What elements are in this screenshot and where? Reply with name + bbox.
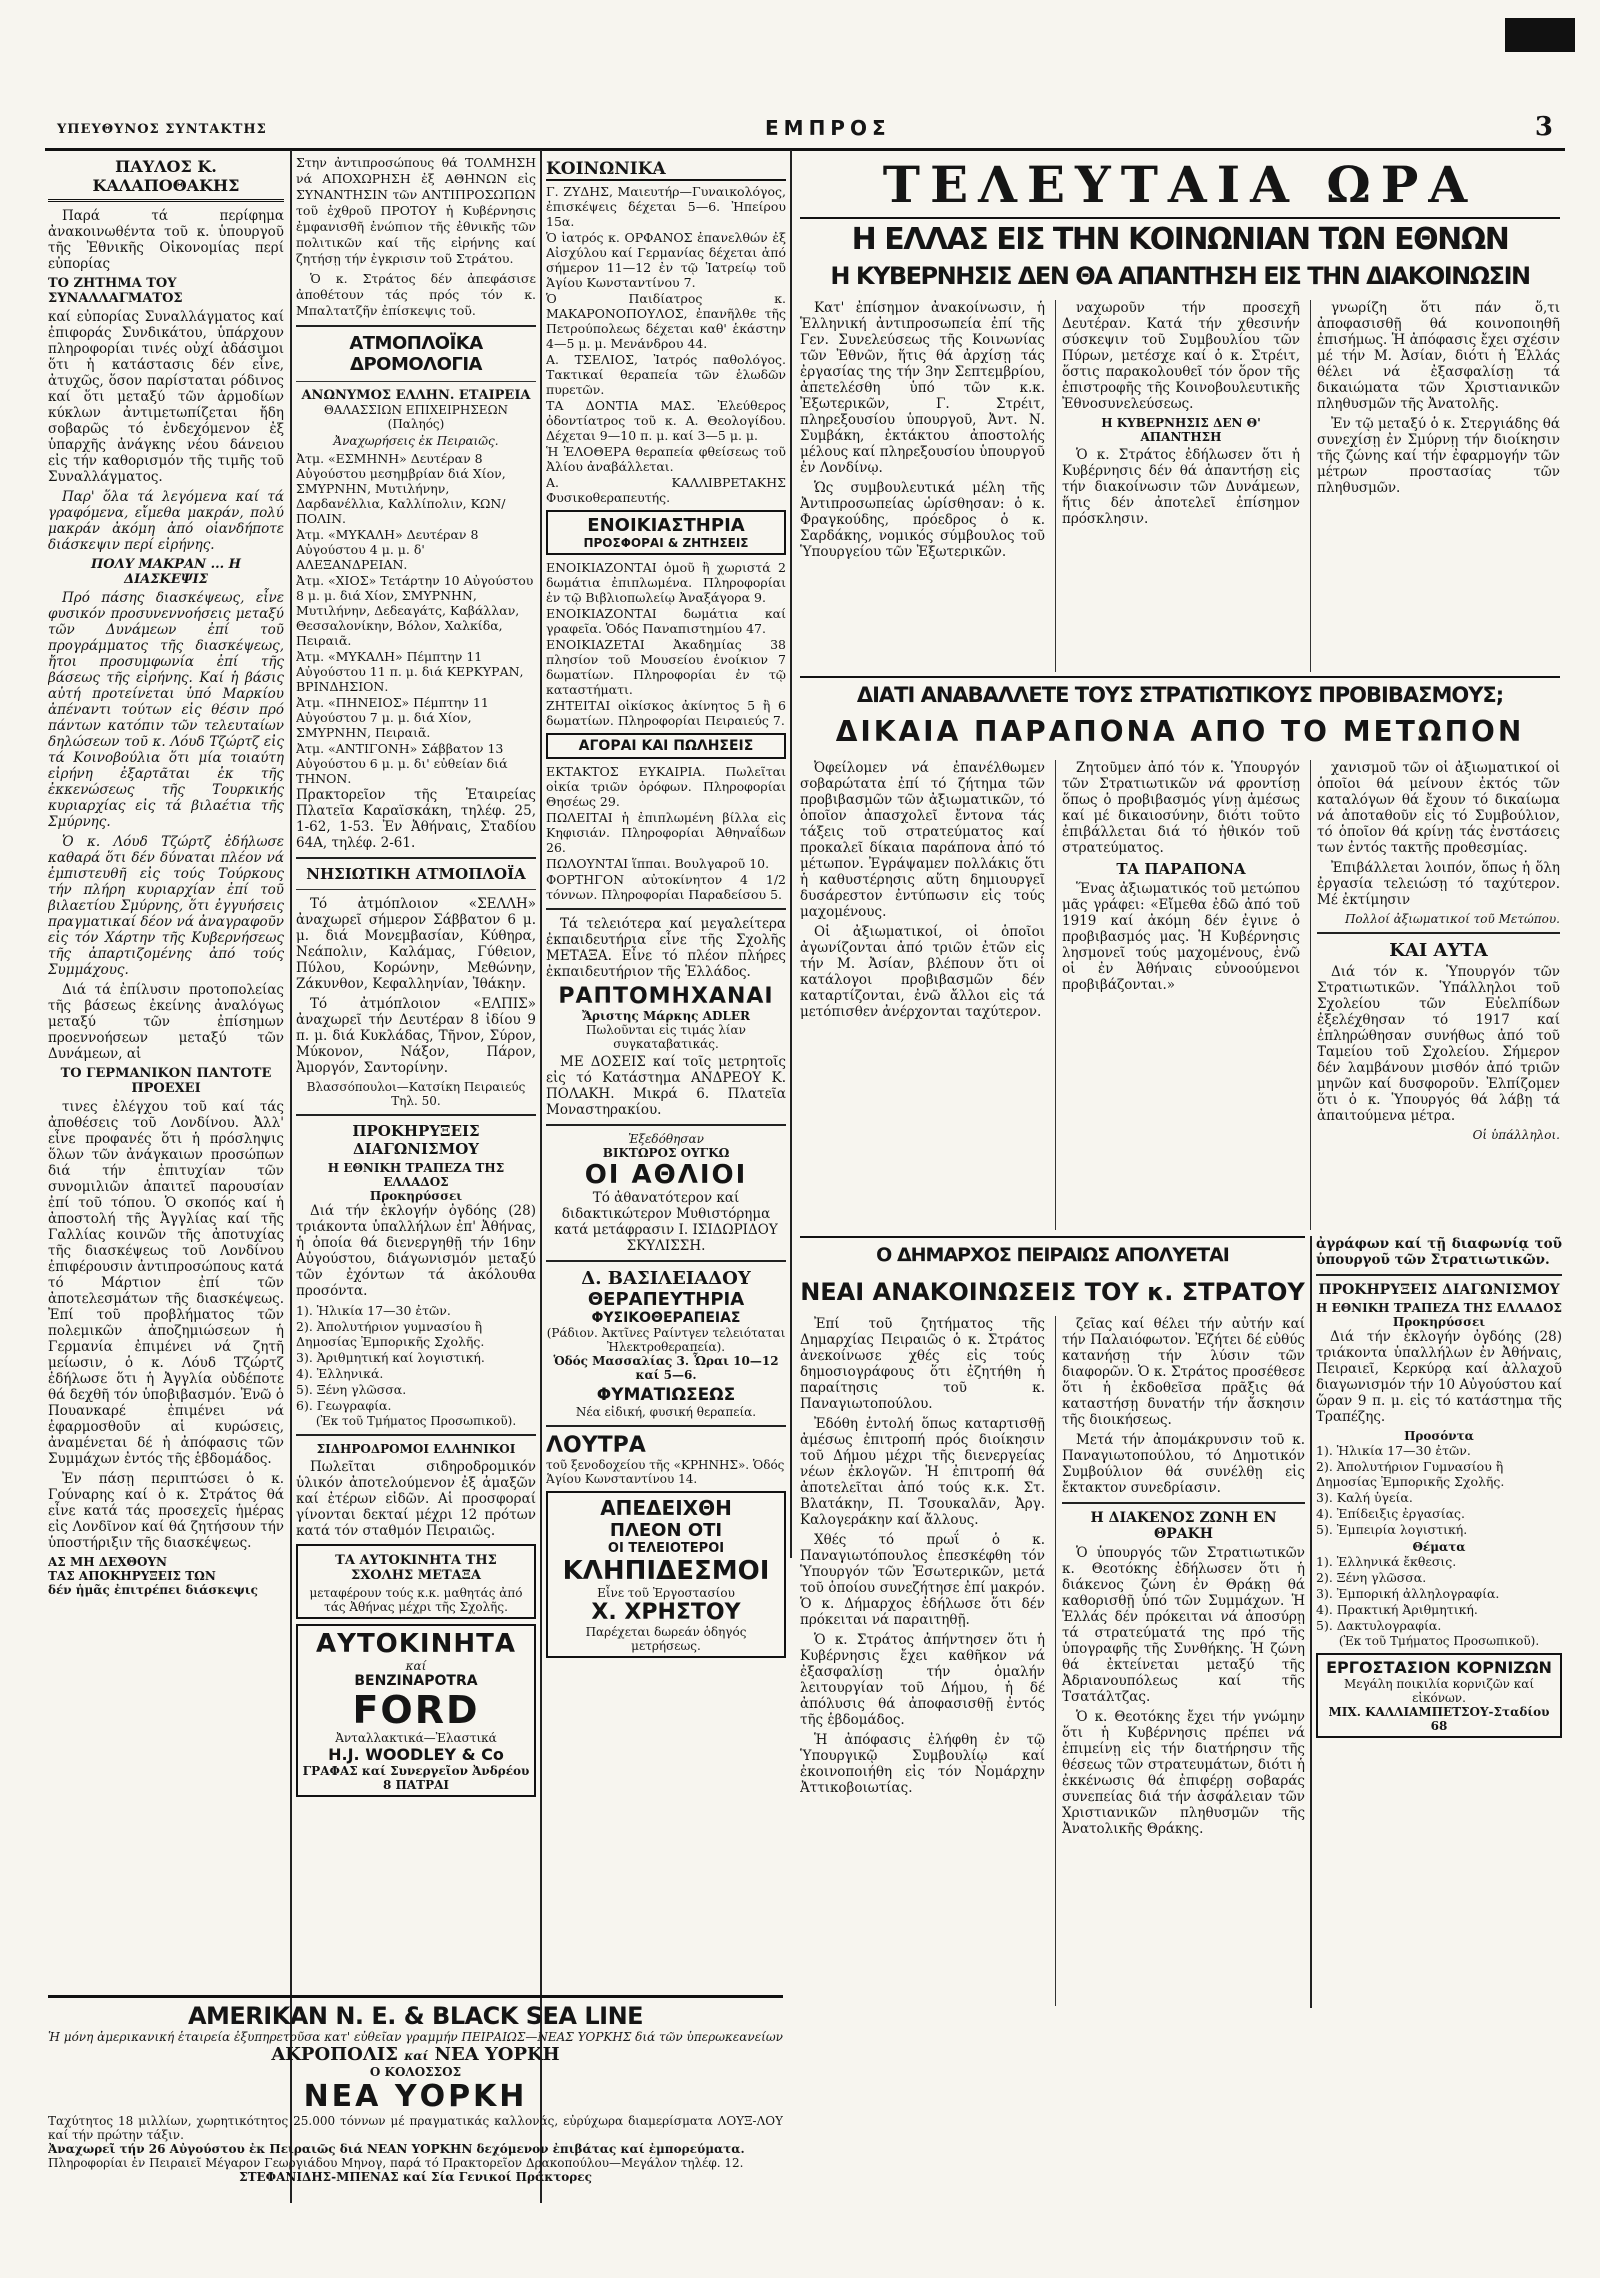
bank-name: Η ΕΘΝΙΚΗ ΤΡΑΠΕΖΑ ΤΗΣ ΕΛΛΑΔΟΣ (1316, 1301, 1562, 1315)
market-title: ΑΓΟΡΑΙ ΚΑΙ ΠΩΛΗΣΕΙΣ (578, 738, 754, 754)
rentals-list (546, 560, 786, 728)
book-title: ΟΙ ΑΘΛΙΟΙ (584, 1160, 748, 1190)
ships-and: καί (404, 2049, 429, 2063)
ford-title: ΑΥΤΟΚΙΝΗΤΑ (316, 1629, 516, 1659)
ford-sub: BENZINAPOTRA (354, 1673, 478, 1689)
school-cars-title: ΤΑ ΑΥΤΟΚΙΝΗΤΑ ΤΗΣ ΣΧΟΛΗΣ ΜΕΤΑΞΑ (335, 1553, 497, 1583)
social-item: Ὁ ἰατρός κ. ΟΡΦΑΝΟΣ ἐπανελθών ἐξ Αἰσχύλου καί Γερμανίας δέχεται ἀπό σήμερον 11—12 ἐν τῷ Ἱατρείῳ τοῦ Ἁγίου Κωνσταντίνου 7. (546, 230, 786, 290)
american-line-agent: ΣΤΕΦΑΝΙΔΗΣ-ΜΠΕΝΑΣ καί Σία Γενικοί Πράκτορες (239, 2170, 592, 2184)
column-3 (546, 155, 786, 1988)
piraeus-col-a (800, 1316, 1045, 2006)
american-line-text: Ταχύτητος 18 μιλλίων, χωρητικότητος 25.000 τόννων μέ πραγματικάς καλλονάς, εὐρύχωρα διαμερίσματα ΛΟΥΞ-ΛΟΥ καί τήν πρώτην τάξιν. (48, 2114, 783, 2142)
piraeus-col-b (1055, 1316, 1305, 2006)
paragraph: Ἡ ἀπόφασις ἐλήφθη ἐν τῷ Ὑπουργικῷ Συμβουλίῳ καί ἐκοινοποιήθη εἰς τόν Νομάρχην Ἀττικοβοιωτίας. (800, 1732, 1045, 1796)
right-top-columns (800, 300, 1560, 672)
paragraph: Πωλεῖται σιδηροδρομικόν ὑλικόν ἀποτελούμενον ἐξ ἁμαξῶν καί ἐτέρων εἰδῶν. Αἱ προσφοραί γίνονται δεκταί μέχρι 12 πρότων κατά τόν σταθμόν Πειραιῶς. (296, 1459, 536, 1539)
ford-line: Ἀνταλλακτικά—Ἐλαστικά (335, 1731, 497, 1745)
requirement-item: 4). Ἑλληνικά. (296, 1366, 384, 1381)
signature: Οἱ ὑπάλληλοι. (1472, 1128, 1560, 1142)
bank-footer: (Ἐκ τοῦ Τμήματος Προσωπικοῦ). (315, 1414, 517, 1428)
subheading: Η ΚΥΒΕΡΝΗΣΙΣ ΔΕΝ Θ' ΑΠΑΝΤΗΣΗ (1101, 416, 1261, 444)
divider (1316, 1274, 1562, 1276)
paragraph: Ὁ κ. Θεοτόκης ἔχει τήν γνώμην ὅτι ἡ Κυβέρνησις πρέπει νά ἐπιμείνῃ εἰς τήν διατήρησιν τῆς θέσεως τῶν στρατευμάτων, διότι ἡ ἐκκένωσις θά ἐπιφέρῃ σοβαράς συνεπείας διά τήν ἀσφάλειαν τῶν Χριστιανικῶν πληθυσμῶν τῆς Ἀνατολικῆς Θράκης. (1062, 1709, 1305, 1837)
tb-text: Νέα εἰδική, φυσική θεραπεία. (575, 1405, 757, 1419)
departure-item: Ἀτμ. «ΜΥΚΑΛΗ» Πέμπτην 11 Αὐγούστου 11 π. μ. διά ΚΕΡΚΥΡΑΝ, ΒΡΙΝΔΗΣΙΟΝ. (296, 649, 524, 694)
tender-title: ΠΡΟΚΗΡΥΞΕΙΣ ΔΙΑΓΩΝΙΣΜΟΥ (352, 1122, 480, 1158)
piraeus-rule (800, 1236, 1305, 1238)
big-ship-name: ΝΕΑ ΥΟΡΚΗ (303, 2079, 528, 2114)
departures-head: Ἀναχωρήσεις ἐκ Πειραιῶς. (333, 434, 499, 448)
divider (296, 857, 536, 859)
social-list (546, 184, 786, 505)
social-item: Α. ΚΑΛΛΙΒΡΕΤΑΚΗΣ Φυσικοθεραπευτής. (546, 475, 786, 505)
bank-sub: Προκηρύσσει (1392, 1315, 1486, 1329)
requirements-list (1316, 1443, 1562, 1537)
shipping-company-sub: ΘΑΛΑΣΣΙΩΝ ΕΠΙΧΕΙΡΗΣΕΩΝ (Παληός) (323, 403, 509, 431)
ford-agent: H.J. WOODLEY & Co (328, 1745, 504, 1764)
right-col-c (1310, 300, 1560, 672)
paragraph: Χθές τό πρωΐ ὁ κ. Παναγιωτόπουλος ἐπεσκέφθη τόν Ὑπουργόν τῶν Ἐσωτερικῶν, μετά τοῦ ὁποίου συνεζήτησε ἐπί μακρόν. Ὁ κ. Δήμαρχος ἐδήλωσε ὅτι δέν πρόκειται νά παραιτηθῇ. (800, 1532, 1045, 1628)
paragraph: καί εὐπορίας Συναλλάγματος καί ἐπιφοράς Συνδικάτου, ὑπάρχουν πληροφορίαι τινές οὐχί ἀδάσιμοι ὅτι ἡ κατάστασις δέν εἶνε, ἀτυχῶς, ὅσον παρίσταται ρόδινος καί ὅτι μεταξύ τῶν ἁρμοδίων κύκλων ἀντιμετωπίζεται ἤδη σοβαρῶς τό ἐνδεχόμενον ἐξ ὑπαρχῆς ἀνάγκης νέου δάνειου εἰς τήν καθορισμόν τῆς τιμῆς τοῦ Συναλλάγματος. (48, 309, 284, 485)
island-footer: Βλασσόπουλοι—Κατσίκη Πειραιεύς Τηλ. 50. (306, 1080, 526, 1108)
book-author: ΒΙΚΤΩΡΟΣ ΟΥΓΚΩ (602, 1146, 730, 1160)
social-item: Γ. ΖΥΔΗΣ, Μαιευτήρ—Γυναικολόγος, ἐπισκέψεις δέχεται 5—6. Ἠπείρου 15α. (546, 184, 786, 229)
piraeus-headline: Ο ΔΗΜΑΡΧΟΣ ΠΕΙΡΑΙΩΣ ΑΠΟΛΥΕΤΑΙ (876, 1244, 1229, 1266)
paragraph: Ὁ ὑπουργός τῶν Στρατιωτικῶν κ. Θεοτόκης ἐδήλωσεν ὅτι ἡ διάκενος ζώνη ἐν Θράκῃ θά καθορισθῇ ὑπό τῶν Συμμάχων. Ἡ Ἑλλάς δέν πρόκειται νά ἀποσύρῃ τά στρατεύματά της πρό τῆς ὑπογραφῆς τῆς Συνθήκης. Ἡ ζώνη θά ἐκτείνεται μεταξύ τῆς Ἀδριανουπόλεως καί τῆς Τσατάλτζας. (1062, 1545, 1305, 1705)
paragraph: Μετά τήν ἀπομάκρυνσιν τοῦ κ. Παναγιωτοπούλου, τό Δημοτικόν Συμβούλιον θά συνέλθῃ εἰς ἔκτακτον συνεδρίασιν. (1062, 1432, 1305, 1496)
military-headline-rule (800, 676, 1560, 678)
factory-address: ΜΙΧ. ΚΑΛΛΙΑΜΠΕΤΣΟΥ-Σταδίου 68 (1328, 1705, 1550, 1733)
thrace-title: Η ΔΙΑΚΕΝΟΣ ΖΩΝΗ ΕΝ ΘΡΑΚΗ (1090, 1510, 1277, 1542)
departure-item: Ἀτμ. «ΜΥΚΑΛΗ» Δευτέραν 8 Αὐγούστου 4 μ. μ. δ' ΑΛΕΞΑΝΔΡΕΙΑΝ. (296, 527, 479, 572)
paragraph: Ἕνας ἀξιωματικός τοῦ μετώπου μᾶς γράφει: «Εἴμεθα ἐδῶ ἀπό τοῦ 1919 καί ἀκόμη δέν ἐγινε ὁ προβιβασμός μας. Ἡ Κυβέρνησις λησμονεῖ τούς μαχομένους, ἐνῶ οἱ ἐν Ἀθήναις εὐνοούμενοι προβιβάζονται.» (1062, 881, 1300, 993)
divider (1062, 1502, 1305, 1504)
proof-line: ΚΛΗΠΙΔΕΣΜΟΙ (562, 1556, 770, 1586)
market-header (546, 733, 786, 759)
paragraph: Πρό πάσης διασκέψεως, εἶνε φυσικόν προσυνεννοήσεις μεταξύ τῶν Δυνάμεων ἐπί τοῦ προγράμματος τῆς διασκέψεως, ἤτοι προσυμφωνία ἐπί τῆς βάσεως τῆς εἰρήνης. Καί ἡ βάσις αὐτή προτείνεται ὑπό Μαρκίου ἀπέναντι τούτων εἰς θέσιν πρό πάντων κατόπιν τῶν τελευταίων δηλώσεων τοῦ κ. Λόυδ Τζώρτζ εἰς τά Κοινοβούλια ὅτι μία τοιαύτη εἰρήνη ἐξαρτᾶται ἐκ τῆς ἐκκενώσεως τῆς Τουρκικής κυριαρχίας εἰς τά βιλαέτια τῆς Σμύρνης. (48, 590, 284, 830)
paragraph: Ἐν πάσῃ περιπτώσει ὁ κ. Γούναρης καί ὁ κ. Στράτος θά εἶνε κατά τάς προσεχεῖς ἡμέρας εἰς Λονδῖνον καί θά ζητήσουν τήν ὑποστήριξιν τῆς διασκέψεως. (48, 1471, 284, 1551)
tender-title: ΠΡΟΚΗΡΥΞΕΙΣ ΔΙΑΓΩΝΙΣΜΟΥ (1318, 1282, 1560, 1298)
requirement-item: 3). Καλή ὑγεία. (1316, 1490, 1413, 1505)
headline-government: Η ΚΥΒΕΡΝΗΣΙΣ ΔΕΝ ΘΑ ΑΠΑΝΤΗΣΗ ΕΙΣ ΤΗΝ ΔΙΑΚΟΙΝΩΣΙΝ (830, 262, 1530, 290)
departure-item: Ἀτμ. «ΑΝΤΙΓΟΝΗ» Σάββατον 13 Αὐγούστου 6 μ. μ. δι' εὐθείαν διά ΤΗΝΟΝ. (296, 741, 508, 786)
tailor-sub: Ἄριστης Μάρκης ADLER (582, 1009, 750, 1023)
kai-auta-title: ΚΑΙ ΑΥΤΑ (1389, 940, 1488, 961)
ford-and: καί (405, 1659, 427, 1673)
american-line-ad (48, 1995, 783, 2213)
paragraph: Ὁ κ. Στράτος ἐδήλωσεν ὅτι ἡ Κυβέρνησις δέν θά ἀπαντήσῃ εἰς τήν διακοίνωσιν τῶν Δυνάμεων, ἥτις δέν ἀποτελεῖ ἐπίσημον πρόσκλησιν. (1062, 447, 1300, 527)
paragraph: γνωρίζη ὅτι πάν ὅ,τι ἀποφασισθῇ θά κοινοποιηθῆ ἐπισήμως. Ἡ ἀπόφασις ἔχει σχέσιν μέ τήν Μ. Ἀσίαν, διότι ἡ Ἑλλάς θέλει νά ἐξασφαλίσῃ τά δικαιώματα τῶν Χριστιανικῶν πληθυσμῶν τῆς Ἀνατολῆς. (1317, 300, 1560, 412)
masthead-page-number: 3 (1534, 112, 1553, 142)
divider (296, 325, 536, 327)
subheading: ΤΑ ΠΑΡΑΠΟΝΑ (1116, 860, 1246, 878)
paragraph: Κατ' ἐπίσημον ἀνακοίνωσιν, ἡ Ἑλληνική ἀντιπροσωπεία ἐπί τῆς Γεν. Συνελεύσεως τῆς Κοινωνίας τῶν Ἐθνῶν, ἥτις θά ἀρχίσῃ τάς ἐργασίας της τήν 3ην Σεπτεμβρίου, ἀπετελέσθη ὑπό τῶν κ.κ. Ἐξωτερικῶν, Γ. Στρέιτ, πληρεξουσίου ὑπουργοῦ, Ἀντ. Ν. Συμβάκη, ἐκτάκτου ἀποστολής μέλους καί πληρεξουσίου ὑπουργοῦ ἐν Λονδίνῳ. (800, 300, 1045, 476)
proof-line: ΠΛΕΟΝ ΟΤΙ (609, 1520, 723, 1541)
book-text: Τό ἀθανατότερον καί διδακτικώτερον Μυθιστόρημα κατά μετάφρασιν Ι. ΙΣΙΔΩΡΙΔΟΥ ΣΚΥΛΙΣΣΗ. (554, 1190, 778, 1254)
factory-text: Μεγάλη ποικιλία κορνιζῶν καί εἰκόνων. (1343, 1677, 1535, 1705)
paragraph: Ἐν τῷ μεταξύ ὁ κ. Στεργιάδης θά συνεχίσῃ ἐν Σμύρνῃ τήν διοίκησιν τῆς ζώνης καί τήν ἐφαρμογήν τῶν μέτρων προστασίας τῶν πληθυσμῶν. (1317, 416, 1560, 496)
lead-paragraph: Παρά τά περίφημα ἀνακοινωθέντα τοῦ κ. ὑπουργοῦ τῆς Ἐθνικῆς Οἰκονομίας περί εὐπορίας (48, 208, 284, 272)
column-rule-right (1310, 1236, 1312, 2008)
paragraph: Στην ἀντιπροσώπους θά ΤΟΛΜΗΣΗ νά ΑΠΟΧΩΡΗΣΗ ἐξ ΑΘΗΝΩΝ εἰς ΣΥΝΑΝΤΗΣΙΝ τῶν ΑΝΤΙΠΡΟΣΩΠΩΝ τοῦ ἐχθροῦ ΠΡΟΤΟΥ ἡ Κυβέρνησις ἐμφανισθῆ ἐνώπιον τῆς ἐθνικῆς τῶν πολιτικῶν καί τῆς εἰρήνης καί ζητήσῃ τήν ἐγκρισιν τοῦ Στράτου. (296, 155, 536, 266)
military-col-c (1310, 760, 1560, 1230)
paragraph: Ἐπιβάλλεται λοιπόν, ὅπως ἡ ὅλη ἐργασία τελειώσῃ τό ταχύτερον. Μέ ἐκτίμησιν (1317, 860, 1560, 908)
paragraph: Διά τήν ἐκλογήν ὀγδόης (28) τριάκοντα ὑπαλλήλων ἐπ' Ἀθήνας, ἡ ὁποία θά διενεργηθῇ τήν 16ην Αὐγούστου, διάγωνισμόν μεταξύ τῶν ἐχόντων τά ἀκόλουθα προσόντα. (296, 1203, 536, 1299)
paragraph: Παρ' ὅλα τά λεγόμενα καί τά γραφόμενα, εἴμεθα μακράν, πολύ μακράν ἀκόμη ἀπό οἱανδήποτε διάσκεψιν περί εἰρήνης. (48, 489, 284, 553)
tb-title: ΦΥΜΑΤΙΩΣΕΩΣ (596, 1385, 736, 1405)
tailor-text: Πωλοῦνται εἰς τιμάς λίαν συγκαταβατικάς. (586, 1023, 746, 1051)
ford-address: ΓΡΑΦΑΣ καί Συνεργεῖον Ἀνδρέου 8 ΠΑΤΡΑΙ (302, 1764, 530, 1792)
departure-item: Ἀτμ. «ΧΙΟΣ» Τετάρτην 10 Αὐγούστου 8 μ. μ. διά Χίον, ΣΜΥΡΝΗΝ, Μυτιλήνην, Δεδεαγάτς, Καβάλλαν, Θεσσαλονίκην, Βόλον, Χαλκίδα, Πειραιᾶ. (296, 573, 534, 648)
right-col-a (800, 300, 1045, 672)
footer-note (48, 1555, 284, 1597)
shipping-company: ΑΝΩΝΥΜΟΣ ΕΛΛΗΝ. ΕΤΑΙΡΕΙΑ (301, 388, 531, 403)
requirement-item: 6). Γεωγραφία. (296, 1398, 392, 1413)
rental-item: ΕΝΟΙΚΙΑΖΟΝΤΑΙ δωμάτια καί γραφεῖα. Ὁδός Παναπιστημίου 47. (546, 606, 786, 636)
masthead-rule (45, 148, 1565, 151)
rentals-title: ΕΝΟΙΚΙΑΣΤΗΡΙΑ (587, 515, 745, 536)
paragraph: Τά τελειότερα καί μεγαλείτερα ἐκπαιδευτήρια εἶνε τῆς Σχολῆς ΜΕΤΑΞΑ. Εἶνε τό πλέον πλήρες ἐκπαιδευτήριον τῆς Ἑλλάδος. (546, 916, 786, 980)
divider (546, 908, 786, 910)
requirement-item: 5). Ξένη γλῶσσα. (296, 1382, 407, 1397)
social-item: Α. ΤΣΕΛΙΟΣ, Ἰατρός παθολόγος. Τακτικαί θεραπεία τῶν ἑλωδῶν πυρετῶν. (546, 352, 786, 397)
topic-item: 3). Ἐμπορική ἀλληλογραφία. (1316, 1586, 1500, 1601)
column-rule-1 (290, 150, 292, 2203)
military-headline-1: ΔΙΑΤΙ ΑΝΑΒΑΛΛΕΤΕ ΤΟΥΣ ΣΤΡΑΤΙΩΤΙΚΟΥΣ ΠΡΟΒΙΒΑΣΜΟΥΣ; (856, 683, 1504, 707)
inline-heading: ΠΟΛΥ ΜΑΚΡΑΝ ... Η ΔΙΑΣΚΕΨΙΣ (91, 557, 241, 587)
topics-list (1316, 1554, 1562, 1633)
american-line-ships (48, 2044, 783, 2065)
rental-item: ΕΝΟΙΚΙΑΖΕΤΑΙ Ἀκαδημίας 38 πλησίον τοῦ Μουσείου ἑνοίκιον 7 δωματίων. Πληροφορίαι ἐν τῷ καταστήματι. (546, 637, 786, 697)
social-title: ΚΟΙΝΩΝΙΚΑ (546, 159, 786, 181)
paragraph: Διά τήν ἐκλογήν ὀγδόης (28) τριάκοντα ὑπαλλήλων ἐν Ἀθήναις, Πειραιεῖ, Κερκύρᾳ καί ἀλλαχοῦ διαγωνισμόν τήν 10 Αὐγούστου καί ὥραν 9 π. μ. εἰς τό κατάστημα τῆς Τραπέζης. (1316, 1329, 1562, 1425)
paragraph: τινες ἐλέγχου τοῦ καί τάς ἀποθέσεις τοῦ Λονδίνου. Ἀλλ' εἶνε προφανές ὅτι ἡ πρόσληψις ὅλων τῶν ἀνάγκαιων προσώπων διά τήν ἐπιτυχίαν τῶν συνομιλιῶν ἀπαιτεῖ παρουσίαν ἐπί τοῦ τόπου. Ὁ σκοπός καί ἡ ἀποστολή τῆς Ἀγγλίας καί τῆς Γαλλίας κοινῶν τῆς ἀποτυχίας τῆς διασκέψεως τοῦ Λονδίνου ἐπιφέρουσιν ἀντιπροσώπους κατά τό Μάρτιον ἐπί τῶν ἀποτελεσμάτων τῆς διασκέψεως. Ἐπί τοῦ προβλήματος τῶν πολεμικῶν ἀποζημιώσεων ἡ Γερμανία ἐπιμένει νά ζητῆ μείωσιν, ὁ κ. Λόυδ Τζώρτζ ἐδήλωσε ὅτι ἡ Ἀγγλία οὐδέποτε θά δεχθῆ τόν ὑποβιβασμόν. Ἐνῶ ὁ Πουανκαρέ ἐπιμένει νά ἐφαρμοσθοῦν αἱ κυρώσεις, ἀναμένεται δέ ἡ ἀπόφασις τῶν Συμμάχων ἐντός τῆς ἑβδομάδος. (48, 1099, 284, 1467)
social-item: Ἡ ἙΛΟΘΕΡΑ θεραπεία φθείσεως τοῦ Ἀλίου ἀναβάλλεται. (546, 444, 786, 474)
paragraph: Ὁ κ. Στράτος ἀπήντησεν ὅτι ἡ Κυβέρνησις ἔχει καθῆκον νά ἐξασφαλίσῃ τήν ὁμαλήν λειτουργίαν τοῦ Δήμου, ἡ δέ ἀπόλυσις θά ἀποφασισθῇ ἐντός τῆς ἑβδομάδος. (800, 1632, 1045, 1728)
military-col-a (800, 760, 1045, 1230)
bank-footer: (Ἐκ τοῦ Τμήματος Προσωπικοῦ). (1338, 1634, 1540, 1648)
rental-item: ΕΝΟΙΚΙΑΖΟΝΤΑΙ ὁμοῦ ἢ χωριστά 2 δωμάτια ἐπιπλωμένα. Πληροφορίαι ἐν τῷ Βιβλιοπωλείῳ Ἀναξάγορα 9. (546, 560, 786, 605)
paragraph: ἀγράφων καί τῇ διαφωνίᾳ τοῦ ὑπουργοῦ τῶν Στρατιωτικῶν. (1316, 1236, 1562, 1268)
topic-item: 1). Ἑλληνικά ἔκθεσις. (1316, 1554, 1457, 1569)
rentals-sub: ΠΡΟΣΦΟΡΑΙ & ΖΗΤΗΣΕΙΣ (583, 536, 749, 550)
column-rule-2 (540, 150, 542, 2203)
topic-item: 5). Δακτυλογραφία. (1316, 1618, 1442, 1633)
right-ad-column (1316, 1236, 1562, 2006)
ship-name: ΝΕΑ ΥΟΡΚΗ (434, 2044, 560, 2065)
ford-ad (296, 1624, 536, 1797)
clinic-name: Δ. ΒΑΣΙΛΕΙΑΔΟΥ (581, 1268, 751, 1289)
departure-item: Ἀτμ. «ΕΣΜΗΝΗ» Δευτέραν 8 Αὐγούστου μεσημβρίαν διά Χίον, ΣΜΥΡΝΗΝ, Μυτιλήνην, Δαρδανέλλια, Καλλίπολιν, ΚΩΝ/ΠΟΛΙΝ. (296, 451, 506, 526)
military-columns (800, 760, 1560, 1230)
top-edge-mark (1505, 18, 1575, 52)
paragraph: Τό ἀτμόπλοιον «ΣΕΛΛΗ» ἀναχωρεῖ σήμερον Σάββατον 6 μ. μ. διά Μονεμβασίαν, Κύθηρα, Νεάπολιν, Καλάμας, Γύθειον, Πύλου, Κορώνην, Μεθώνην, Ζάκυνθον, Κεφαλληνίαν, Ἰθάκην. (296, 896, 536, 992)
divider (296, 381, 536, 382)
paragraph: Ὁ κ. Στράτος δέν ἀπεφάσισε ἀποθέτουν τάς πρός τόν κ. Μπαλτατζῆν ἐπίσκεψις τοῦ. (296, 271, 536, 318)
footer-note-line: δέν ἡμᾶς ἐπιτρέπει διάσκεψις (48, 1583, 258, 1597)
column-2 (296, 155, 536, 1988)
proof-line: ΑΠΕΔΕΙΧΘΗ (600, 1496, 732, 1520)
paragraph: χανισμοῦ τῶν οἱ ἀξιωματικοί οἱ ὁποῖοι θά μείνουν ἐκτός τῶν καταλόγων θά ἔχουν τό δικαίωμα νά ἀποταθοῦν εἰς τό Συμβούλιον, τό ὁποῖον θά κρίνῃ τάς ἐνστάσεις των ἐντός τακτῆς προθεσμίας. (1317, 760, 1560, 856)
footer-note-line: ΤΑΣ ΑΠΟΚΗΡΥΞΕΙΣ ΤΩΝ (48, 1569, 216, 1583)
social-item: Ὁ Παιδίατρος κ. ΜΑΚΑΡΟΝΟΠΟΥΛΟΣ, ἐπανῆλθε τῆς Πετρούπολεως δέχεται καθ' ἑκάστην 4—5 μ. μ. Μενάνδρου 44. (546, 291, 786, 351)
divider (296, 889, 536, 890)
baths-title: ΛΟΥΤΡΑ (546, 1433, 646, 1458)
departure-item: Ἀτμ. «ΠΗΝΕΙΟΣ» Πέμπτην 11 Αὐγούστου 7 μ. μ. διά Χίον, ΣΜΥΡΝΗΝ, Πειραιᾶ. (296, 695, 489, 740)
section-title-exchange: ΤΟ ΖΗΤΗΜΑ ΤΟΥ ΣΥΝΑΛΛΑΓΜΑΤΟΣ (48, 276, 183, 306)
trusses-ad (546, 1491, 786, 1658)
requirement-item: 4). Ἐπίδειξις ἐργασίας. (1316, 1506, 1466, 1521)
paragraph: Ὀφείλομεν νά ἐπανέλθωμεν σοβαρώτατα ἐπί τό ζήτημα τῶν προβιβασμῶν τῶν ἀξιωματικῶν, τό ὁποῖον ἀπασχολεῖ ἔντονα τάς τάξεις τοῦ στρατεύματος καί προκαλεῖ δίκαια παράπονα ἀπό τό μέτωπον. Ἐγράψαμεν πολλάκις ὅτι ἡ καθυστέρησις αὕτη δημιουργεῖ δυσάρεστον ἐντύπωσιν εἰς τούς μαχομένους. (800, 760, 1045, 920)
island-shipping-title: ΝΗΣΙΩΤΙΚΗ ΑΤΜΟΠΛΟΪΑ (306, 865, 526, 883)
paragraph: Ὁ κ. Λόυδ Τζώρτζ ἐδήλωσε καθαρά ὅτι δέν δύναται πλέον νά ἐμπιστευθῆ εἰς τούς Τούρκους τήν πλήρη κυριαρχίαν ἐπί τοῦ βιλαετίου Σμύρνης, ὅτι ἐγγυήσεις πραγματικαί δέον νά ἀναγραφοῦν εἰς τόν Χάρτην τῆς Κυβερνήσεως τῆς ἀπαρτιζομένης ἀπό τούς Συμμάχους. (48, 834, 284, 978)
american-line-text: Πληροφορίαι ἐν Πειραιεῖ Μέγαρον Γεωργιάδου Μηνογ, παρά τό Πρακτορεῖον Δρακοπούλου—Μεγάλον τηλέφ. 12. (48, 2156, 744, 2170)
paragraph: ναχωροῦν τήν προσεχῆ Δευτέραν. Κατά τήν χθεσινήν σύσκεψιν τοῦ Συμβουλίου τῶν Πύρων, μετέσχε καί ὁ κ. Στρέιτ, ὅστις παρακολουθεῖ τόν ὅρον τῆς ἐπιστροφῆς τῆς Κοινοβουλευτικῆς Ἐθνοσυνελεύσεως. (1062, 300, 1300, 412)
piraeus-columns (800, 1316, 1305, 2006)
divider (296, 1434, 536, 1436)
piraeus-subheadline: ΝΕΑΙ ΑΝΑΚΟΙΝΩΣΕΙΣ ΤΟΥ κ. ΣΤΡΑΤΟΥ (800, 1278, 1305, 1306)
military-headline-2: ΔΙΚΑΙΑ ΠΑΡΑΠΟΝΑ ΑΠΟ ΤΟ ΜΕΤΩΠΟΝ (835, 715, 1525, 748)
banner-title: ΤΕΛΕΥΤΑΙΑ ΩΡΑ (882, 155, 1478, 214)
paragraph: Ὡς συμβουλευτικά μέλη τῆς Ἀντιπροσωπείας ὡρίσθησαν: ὁ κ. Φραγκούδης, πρόεδρος ὁ κ. Σαρδάκης, νομικός σύμβουλος τοῦ Ὑπουργείου τῶν Ἐξωτερικῶν. (800, 480, 1045, 560)
paragraph: ΜΕ ΔΟΣΕΙΣ καί τοῖς μετρητοῖς εἰς τό Κατάστημα ΑΝΔΡΕΟΥ Κ. ΠΟΛΑΚΗ. Μικρά 6. Πλατεῖα Μοναστηρακίου. (546, 1054, 786, 1118)
divider (546, 1260, 786, 1262)
rentals-header (546, 510, 786, 555)
departures-footer: Πρακτορεῖον τῆς Ἑταιρείας Πλατεῖα Καραϊσκάκη, τηλέφ. 25, 1-62, 1-53. Ἐν Ἀθήναις, Σταδίου 64Α, τηλέφ. 2-61. (296, 787, 536, 851)
topic-item: 2). Ξένη γλῶσσα. (1316, 1570, 1427, 1585)
ship-name: ΑΚΡΟΠΟΛΙΣ (271, 2044, 398, 2065)
clinic-title: ΘΕΡΑΠΕΥΤΗΡΙΑ (587, 1289, 745, 1310)
signature: Πολλοί ἀξιωματικοί τοῦ Μετώπου. (1344, 912, 1560, 926)
topic-item: 4). Πρακτική Ἀριθμητική. (1316, 1602, 1478, 1617)
masthead-byline: ΥΠΕΥΘΥΝΟΣ ΣΥΝΤΑΚΤΗΣ (57, 122, 267, 137)
requirement-item: 3). Ἀριθμητική καί λογιστική. (296, 1350, 485, 1365)
paragraph: Ἐπί τοῦ ζητήματος τῆς Δημαρχίας Πειραιῶς ὁ κ. Στράτος ἀνεκοίνωσε χθές εἰς τούς δημοσιογράφους ὅτι ἐζητήθη ἡ παραίτησις τοῦ κ. Παναγιωτοπούλου. (800, 1316, 1045, 1412)
paragraph: ζεῖας καί θέλει τήν αὐτήν καί τήν Παλαιόφωτον. Ἐζήτει δέ εὐθύς κατανήσῃ τήν λύσιν τῶν διαφορῶν. Ὁ κ. Στράτος προσέθεσε ὅτι ἡ ἐκδοθεῖσα πρᾶξις θά καταστήσῃ δυνατήν τήν ἄσκησιν τῆς διοικήσεως. (1062, 1316, 1305, 1428)
topics-head: Θέματα (1412, 1540, 1466, 1554)
proof-line: Εἶνε τοῦ Ἐργοστασίου (597, 1586, 735, 1600)
frames-factory-ad (1316, 1653, 1562, 1738)
author-name: ΠΑΥΛΟΣ Κ. ΚΑΛΑΠΟΘΑΚΗΣ (92, 157, 240, 195)
proof-line: Παρέχεται δωρεάν ὁδηγός μετρήσεως. (585, 1625, 747, 1653)
ford-brand: FORD (352, 1688, 480, 1732)
requirement-item: 2). Ἀπολυτήριον γυμνασίου ἢ Δημοσίας Ἐμπορικῆς Σχολῆς. (296, 1319, 485, 1349)
clinic-text: (Ράδιον. Ἀκτῖνες Ραίντγεν τελειόταται Ἠλεκτροθεραπεία). (546, 1326, 786, 1354)
paragraph: Οἱ ἀξιωματικοί, οἱ ὁποῖοι ἀγωνίζονται ἀπό τριῶν ἐτῶν εἰς τήν Μ. Ἀσίαν, βλέπουν ὅτι οἱ κατάλογοι προβιβασμῶν δέν καταρτίζονται, ἐνῶ ἄλλοι εἰς τά μετόπισθεν ἀνέρχονται ταχύτερον. (800, 924, 1045, 1020)
bank-requirements (296, 1303, 536, 1413)
proof-line: ΟΙ ΤΕΛΕΙΟΤΕΡΟΙ (607, 1541, 725, 1556)
bank-sub: Προκηρύσσει (369, 1189, 463, 1203)
footer-note-line: ΑΣ ΜΗ ΔΕΧΘΟΥΝ (48, 1555, 167, 1569)
departures-list (296, 451, 536, 786)
book-published: Ἐξεδόθησαν (628, 1132, 704, 1146)
american-line-text: Ἡ μόνη ἀμερικανική ἑταιρεία ἐξυπηρετοῦσα κατ' εὐθεῖαν γραμμήν ΠΕΙΡΑΙΩΣ—ΝΕΑΣ ΥΟΡΚΗΣ διά τῶν ὑπερωκεανείων (48, 2030, 783, 2044)
requirements-head: Προσόντα (1404, 1429, 1474, 1443)
requirement-item: 1). Ἡλικία 17—30 ἐτῶν. (1316, 1443, 1471, 1458)
paragraph: Διά τόν κ. Ὑπουργόν τῶν Στρατιωτικῶν. Ὑπάλληλοι τοῦ Σχολείου τῶν Εὐελπίδων ἐξελέχθησαν τό 1917 καί ἐπληρώθησαν συνήθως ἀπό τοῦ Ταμείου τοῦ Σχολείου. Σήμερον δέν λαμβάνουν μισθόν ἀπό τριῶν μηνῶν καί δυσφοροῦν. Ἐλπίζομεν ὅτι ὁ κ. Ὑπουργός θά λάβῃ τά ἀπαιτούμενα μέτρα. (1317, 964, 1560, 1124)
clinic-kind: ΦΥΣΙΚΟΘΕΡΑΠΕΙΑΣ (591, 1310, 741, 1326)
headline-league: Η ΕΛΛΑΣ ΕΙΣ ΤΗΝ ΚΟΙΝΩΝΙΑΝ ΤΩΝ ΕΘΝΩΝ (851, 222, 1509, 257)
market-item: ΕΚΤΑΚΤΟΣ ΕΥΚΑΙΡΙΑ. Πωλεῖται οἰκία τριῶν ὀρόφων. Πληροφορίαι Θησέως 29. (546, 764, 786, 809)
divider (546, 1425, 786, 1427)
rental-item: ΖΗΤΕΙΤΑΙ οἰκίσκος ἀκίνητος 5 ἢ 6 δωματίων. Πληροφορίαι Πειραιεύς 7. (546, 698, 786, 728)
military-col-b (1055, 760, 1300, 1230)
tailor-title: ΡΑΠΤΟΜΗΧΑΝΑΙ (558, 984, 774, 1009)
social-item: ΤΑ ΔΟΝΤΙΑ ΜΑΣ. Ἐλεύθερος ὀδοντίατρος τοῦ κ. Α. Θεολογίδου. Δέχεται 9—10 π. μ. καί 3—5 μ. μ. (546, 398, 786, 443)
requirement-item: 5). Ἐμπειρία λογιστική. (1316, 1522, 1468, 1537)
masthead-paper-name: ΕΜΠΡΟΣ (765, 116, 891, 140)
rail-title: ΣΙΔΗΡΟΔΡΟΜΟΙ ΕΛΛΗΝΙΚΟΙ (316, 1442, 516, 1456)
american-line-title: AMERIKAN N. E. & BLACK SEA LINE (187, 2002, 644, 2030)
market-item: ΠΩΛΟΥΝΤΑΙ ἵππαι. Βουλγαροῦ 10. (546, 856, 770, 871)
divider (546, 1124, 786, 1126)
divider (48, 199, 284, 202)
proof-line: Χ. ΧΡΗΣΤΟΥ (591, 1600, 741, 1625)
clinic-address: Ὁδός Μασσαλίας 3. Ὧραι 10—12 καί 5—6. (553, 1354, 779, 1382)
requirement-item: 1). Ἡλικία 17—30 ἐτῶν. (296, 1303, 451, 1318)
divider (1317, 932, 1560, 934)
column-1 (48, 155, 284, 1988)
paragraph: Διά τά ἐπίλυσιν προτοπολείας τῆς βάσεως ἐκείνης ἀναλόγως μεταξύ τῶν ἐπίσημων προεννοήσεων μεταξύ τῶν Δυνάμεων, αἱ (48, 982, 284, 1062)
right-banner (800, 155, 1560, 219)
school-cars-text: μεταφέρουν τούς κ.κ. μαθητάς ἀπό τάς Ἀθήνας μέχρι τῆς Σχολῆς. (309, 1586, 523, 1614)
bank-name: Η ΕΘΝΙΚΗ ΤΡΑΠΕΖΑ ΤΗΣ ΕΛΛΑΔΟΣ (327, 1161, 505, 1189)
right-col-b (1055, 300, 1300, 672)
shipping-title: ΑΤΜΟΠΛΟΪΚΑ ΔΡΟΜΟΛΟΓΙΑ (349, 333, 483, 375)
paragraph: Ζητοῦμεν ἀπό τόν κ. Ὑπουργόν τῶν Στρατιωτικῶν νά φροντίσῃ ὅπως ὁ προβιβασμός γίνῃ ἀμέσως καί μέ δικαιοσύνην, διότι τοῦτο ἐπιβάλλεται διά τό ἠθικόν τοῦ στρατεύματος. (1062, 760, 1300, 856)
section-title-german: ΤΟ ΓΕΡΜΑΝΙΚΟΝ ΠΑΝΤΟΤΕ ΠΡΟΕΧΕΙ (60, 1066, 272, 1096)
american-line-text: Ἀναχωρεῖ τήν 26 Αὐγούστου ἐκ Πειραιῶς διά ΝΕΑΝ ΥΟΡΚΗΝ δεχόμενον ἐπιβάτας καί ἐμπορεύματα. (48, 2142, 745, 2156)
market-item: ΠΩΛΕΙΤΑΙ ἡ ἐπιπλωμένη βίλλα εἰς Κηφισιάν. Πληροφορίαι Ἀθηναΐδων 26. (546, 810, 786, 855)
market-item: ΦΟΡΤΗΓΟΝ αὐτοκίνητον 4 1/2 τόννων. Πληροφορίαι Παραδείσου 5. (546, 872, 786, 902)
paragraph: Τό ἀτμόπλοιον «ΕΛΠΙΣ» ἀναχωρεῖ τήν Δευτέραν 8 ἰδίου 9 π. μ. διά Κυκλάδας, Τῆνον, Σύρον, Μύκονον, Νάξον, Πάρον, Ἀμοργόν, Σαντορίνην. (296, 996, 536, 1076)
column-rule-3 (790, 150, 792, 1558)
colossus-label: Ο ΚΟΛΟΣΣΟΣ (369, 2065, 462, 2079)
requirement-item: 2). Ἀπολυτήριον Γυμνασίου ἢ Δημοσίας Ἐμπορικῆς Σχολῆς. (1316, 1459, 1505, 1489)
baths-text: τοῦ ξενοδοχείου τῆς «ΚΡΗΝΗΣ». Ὁδός Ἁγίου Κωνσταντίνου 14. (546, 1458, 785, 1486)
paragraph: Ἐδόθη ἐντολή ὅπως καταρτισθῇ ἀμέσως ἐπιτροπή πρός διοίκησιν τοῦ Δήμου μέχρι τῆς διενεργείας νέων ἐκλογῶν. Ἡ ἐπιτροπή θά ἀποτελεῖται ἀπό τούς κ.κ. Στ. Βλατάκην, Π. Τσουκαλᾶν, Ἀργ. Καλογεράκην καί ἄλλους. (800, 1416, 1045, 1528)
market-list (546, 764, 786, 902)
school-cars-box (296, 1544, 536, 1619)
divider (296, 1114, 536, 1116)
factory-title: ΕΡΓΟΣΤΑΣΙΟΝ ΚΟΡΝΙΖΩΝ (1326, 1658, 1552, 1677)
